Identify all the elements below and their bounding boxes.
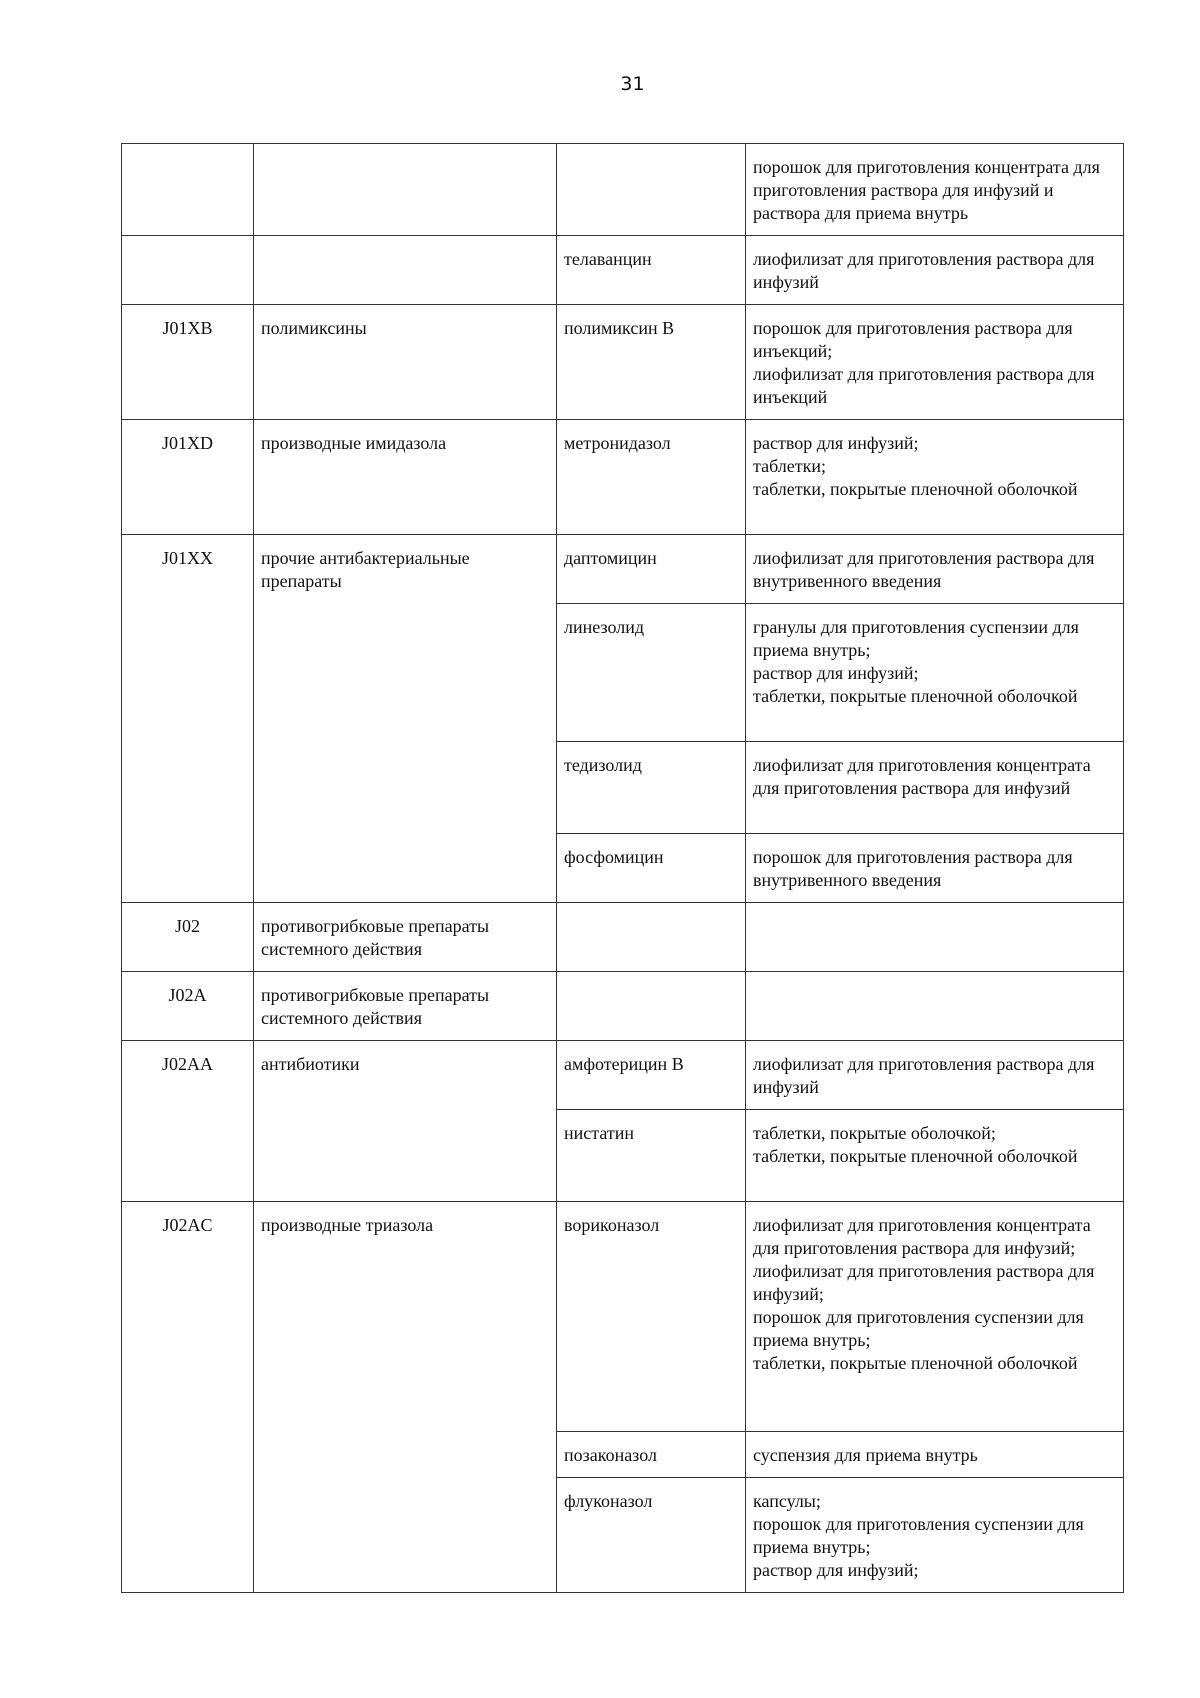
drug-table [121, 143, 1124, 1593]
drug-name-cell: вориконазол [557, 1202, 746, 1432]
dosage-forms-cell [746, 972, 1124, 1041]
drug-name-cell [557, 144, 746, 236]
atc-code-cell: J01XD [122, 420, 254, 535]
dosage-forms-cell [746, 420, 1124, 535]
dosage-form: порошок для приготовления раствора для внутривенного введения [753, 847, 1073, 890]
drug-name-cell: метронидазол [557, 420, 746, 535]
group-cell: производные имидазола [254, 420, 557, 535]
dosage-form: раствор для инфузий; [753, 663, 919, 683]
table-row [122, 972, 1124, 1041]
dosage-forms-cell [746, 1478, 1124, 1593]
drug-name-cell: нистатин [557, 1110, 746, 1202]
dosage-form: порошок для приготовления суспензии для приема внутрь; [753, 1514, 1084, 1557]
atc-code-cell: J02AA [122, 1041, 254, 1202]
dosage-form: гранулы для приготовления суспензии для приема внутрь; [753, 617, 1079, 660]
drug-name-cell: амфотерицин В [557, 1041, 746, 1110]
group-cell: противогрибковые препараты системного действия [254, 972, 557, 1041]
drug-name-cell: даптомицин [557, 535, 746, 604]
table-row [122, 1202, 1124, 1432]
dosage-form: лиофилизат для приготовления раствора для инфузий; [753, 1261, 1095, 1304]
dosage-form: таблетки; [753, 456, 827, 476]
drug-name-cell: телаванцин [557, 236, 746, 305]
group-cell: полимиксины [254, 305, 557, 420]
dosage-forms-cell [746, 1432, 1124, 1478]
group-cell: антибиотики [254, 1041, 557, 1202]
dosage-form: лиофилизат для приготовления концентрата для приготовления раствора для инфузий [753, 755, 1091, 798]
group-cell [254, 236, 557, 305]
atc-code-cell: J02 [122, 903, 254, 972]
table-row [122, 1041, 1124, 1110]
dosage-form: порошок для приготовления суспензии для приема внутрь; [753, 1307, 1084, 1350]
table-row [122, 420, 1124, 535]
dosage-forms-cell [746, 305, 1124, 420]
dosage-forms-cell [746, 604, 1124, 742]
drug-name-cell: флуконазол [557, 1478, 746, 1593]
dosage-form: таблетки, покрытые пленочной оболочкой [753, 1353, 1078, 1373]
table-row [122, 236, 1124, 305]
dosage-form: лиофилизат для приготовления концентрата для приготовления раствора для инфузий; [753, 1215, 1091, 1258]
dosage-forms-cell [746, 1202, 1124, 1432]
dosage-forms-cell [746, 535, 1124, 604]
dosage-form: лиофилизат для приготовления раствора для инфузий [753, 249, 1095, 292]
dosage-form: раствор для инфузий; [753, 433, 919, 453]
dosage-form: порошок для приготовления концентрата для приготовления раствора для инфузий и раствора для приема внутрь [753, 157, 1100, 223]
drug-name-cell [557, 972, 746, 1041]
dosage-form: таблетки, покрытые пленочной оболочкой [753, 1146, 1078, 1166]
dosage-form: капсулы; [753, 1491, 821, 1511]
atc-code-cell: J01XB [122, 305, 254, 420]
drug-name-cell: позаконазол [557, 1432, 746, 1478]
drug-name-cell: полимиксин В [557, 305, 746, 420]
group-cell: противогрибковые препараты системного действия [254, 903, 557, 972]
atc-code-cell: J02A [122, 972, 254, 1041]
drug-name-cell: тедизолид [557, 742, 746, 834]
dosage-form: таблетки, покрытые пленочной оболочкой [753, 686, 1078, 706]
drug-name-cell: линезолид [557, 604, 746, 742]
dosage-form: таблетки, покрытые пленочной оболочкой [753, 479, 1078, 499]
dosage-form: раствор для инфузий; [753, 1560, 919, 1580]
dosage-forms-cell [746, 742, 1124, 834]
drug-name-cell [557, 903, 746, 972]
dosage-forms-cell [746, 144, 1124, 236]
dosage-forms-cell [746, 1041, 1124, 1110]
group-cell: производные триазола [254, 1202, 557, 1593]
dosage-form: лиофилизат для приготовления раствора для внутривенного введения [753, 548, 1095, 591]
dosage-forms-cell [746, 903, 1124, 972]
dosage-form: лиофилизат для приготовления раствора для инфузий [753, 1054, 1095, 1097]
dosage-form: лиофилизат для приготовления раствора для инъекций [753, 364, 1095, 407]
dosage-form: таблетки, покрытые оболочкой; [753, 1123, 996, 1143]
atc-code-cell [122, 236, 254, 305]
dosage-form: суспензия для приема внутрь [753, 1445, 978, 1465]
table-row [122, 535, 1124, 604]
dosage-forms-cell [746, 1110, 1124, 1202]
drug-name-cell: фосфомицин [557, 834, 746, 903]
atc-code-cell: J01XX [122, 535, 254, 903]
atc-code-cell: J02AC [122, 1202, 254, 1593]
table-row [122, 144, 1124, 236]
atc-code-cell [122, 144, 254, 236]
dosage-form: порошок для приготовления раствора для инъекций; [753, 318, 1073, 361]
group-cell: прочие антибактериальные препараты [254, 535, 557, 903]
page-number: 31 [620, 73, 645, 95]
table-row [122, 305, 1124, 420]
table-row [122, 903, 1124, 972]
dosage-forms-cell [746, 236, 1124, 305]
dosage-forms-cell [746, 834, 1124, 903]
group-cell [254, 144, 557, 236]
